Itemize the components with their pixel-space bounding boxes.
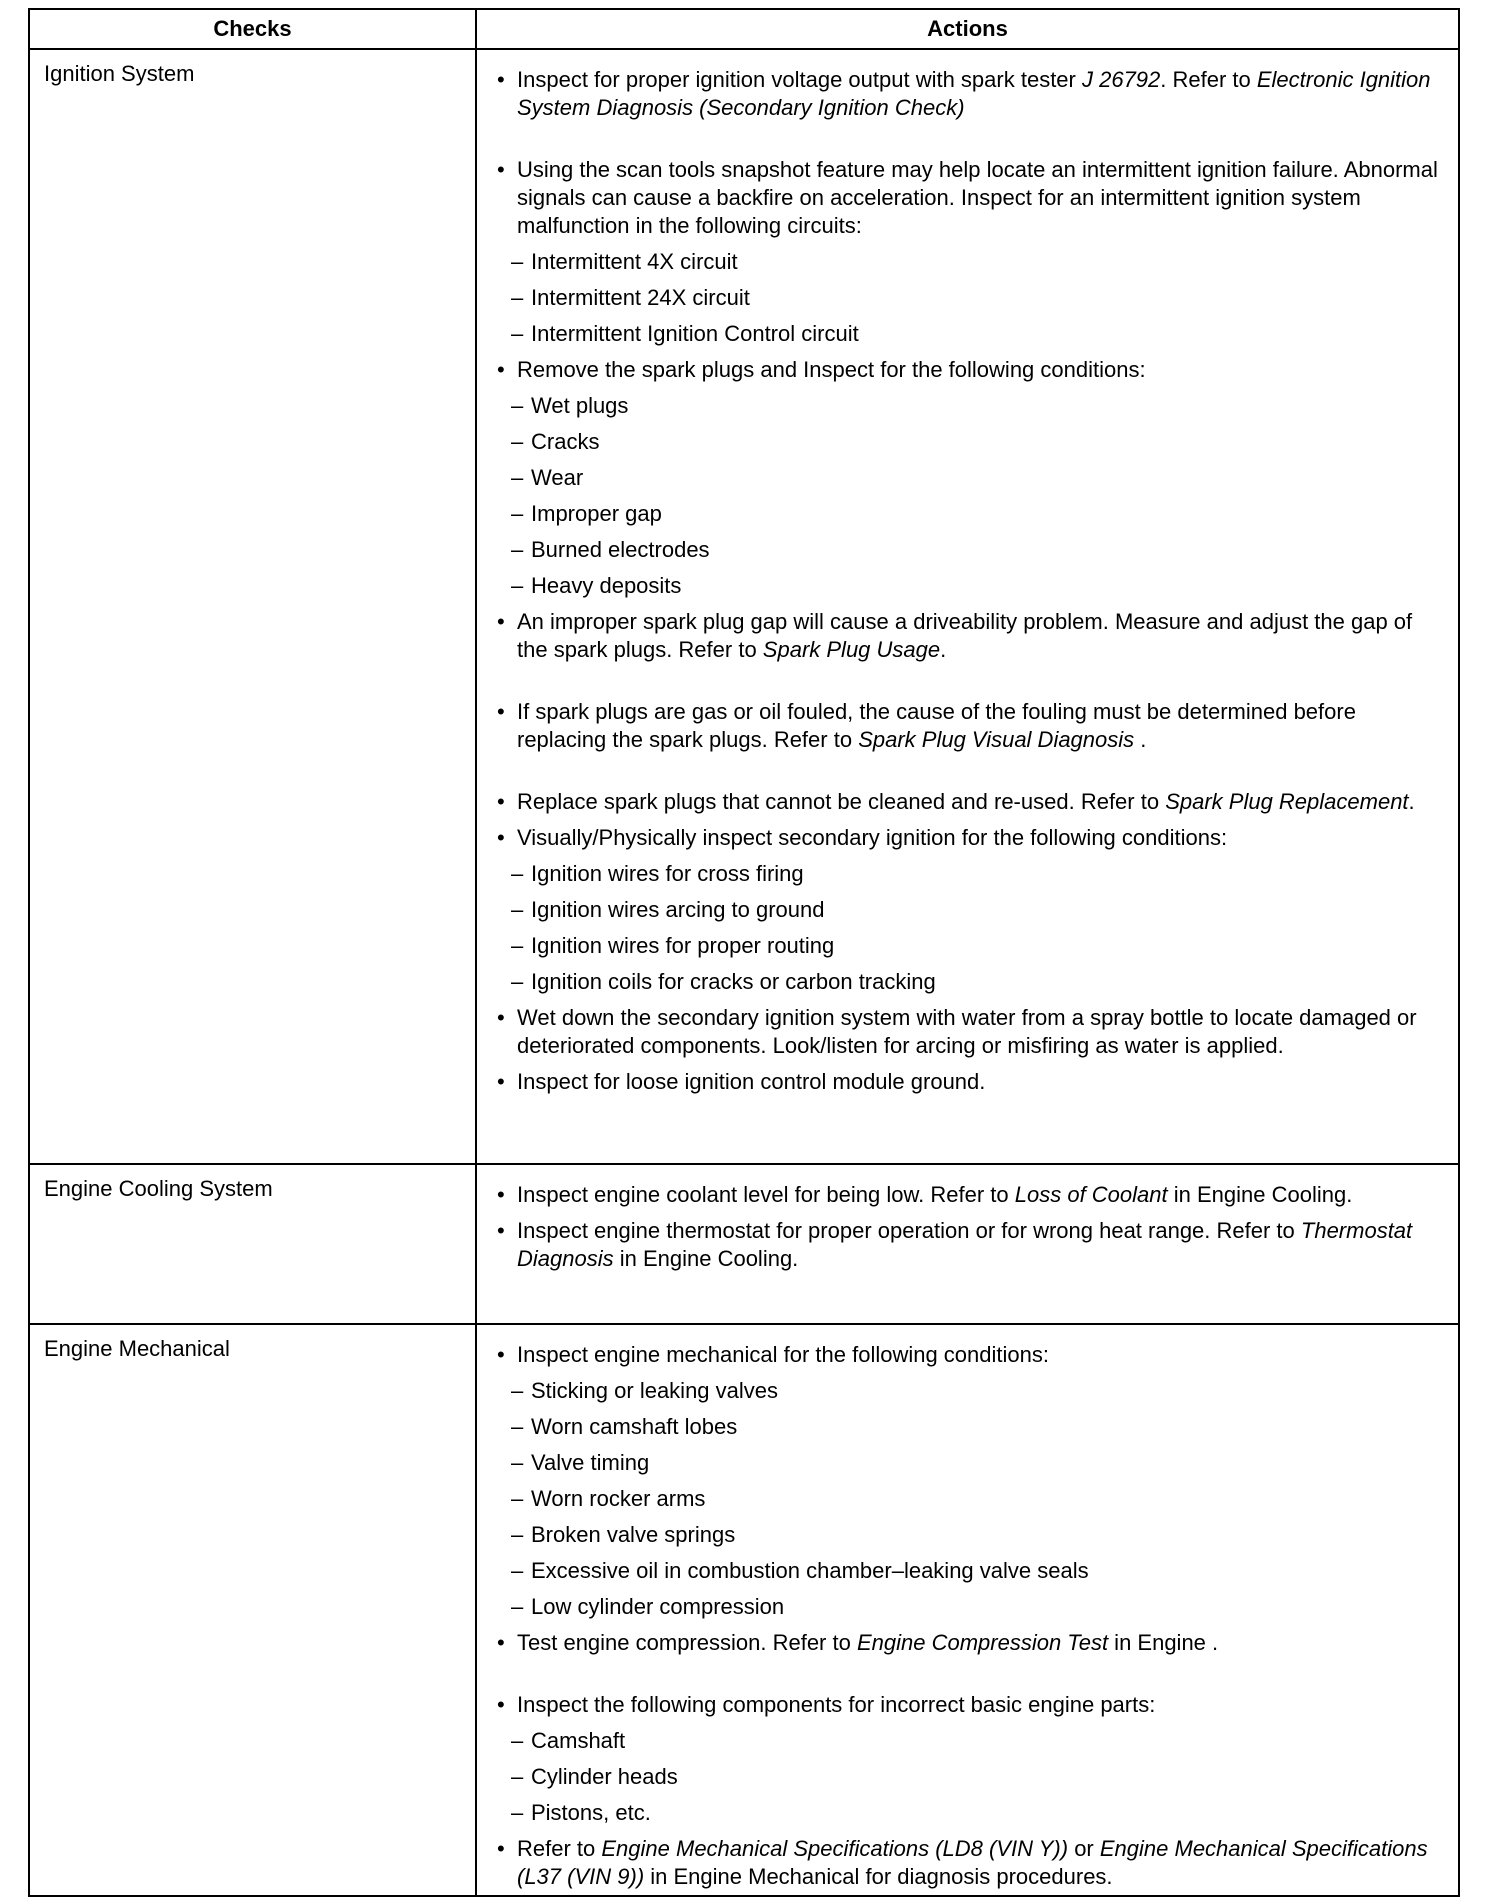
sub-item — [497, 1449, 1446, 1477]
action-text: Inspect engine thermostat for proper operation or for wrong heat range. Refer to — [517, 1218, 1301, 1243]
reference-text: Engine Compression Test — [856, 1630, 1109, 1655]
sub-item-text: Wear — [531, 465, 584, 490]
bullet-icon: • — [497, 699, 505, 724]
sub-item — [497, 572, 1446, 600]
sub-item-text: Ignition coils for cracks or carbon tracking — [531, 969, 936, 994]
dash-icon: – — [511, 1378, 524, 1403]
dash-icon: – — [511, 465, 524, 490]
bullet-icon: • — [497, 67, 505, 92]
sub-item-text: Ignition wires for proper routing — [531, 933, 835, 958]
dash-icon: – — [511, 321, 524, 346]
sub-item-text: Sticking or leaking valves — [531, 1378, 779, 1403]
action-item — [497, 1835, 1446, 1891]
bullet-icon: • — [497, 1342, 505, 1367]
sub-item — [497, 1799, 1446, 1827]
dash-icon: – — [511, 1764, 524, 1789]
sub-item — [497, 1763, 1446, 1791]
sub-item — [497, 1485, 1446, 1513]
bullet-icon: • — [497, 1836, 505, 1861]
actions-header: Actions — [476, 9, 1459, 49]
sub-item — [497, 932, 1446, 960]
action-text: Test engine compression. Refer to — [517, 1630, 857, 1655]
diagnosis-table — [28, 8, 1460, 1897]
sub-item-text: Cylinder heads — [531, 1764, 678, 1789]
action-text: . — [940, 637, 947, 662]
sub-item-text: Intermittent 24X circuit — [531, 285, 750, 310]
dash-icon: – — [511, 249, 524, 274]
action-text: . — [1134, 727, 1147, 752]
table-row — [29, 49, 1459, 1164]
reference-text: Spark Plug Usage — [762, 637, 941, 662]
bullet-icon: • — [497, 609, 505, 634]
reference-text: Electronic Ignition System Diagnosis (Secondary Ignition Check) — [517, 67, 1431, 120]
dash-icon: – — [511, 429, 524, 454]
action-text: Replace spark plugs that cannot be cleaned and re-used. Refer to — [517, 789, 1166, 814]
sub-item — [497, 1727, 1446, 1755]
dash-icon: – — [511, 285, 524, 310]
bullet-icon: • — [497, 1630, 505, 1655]
sub-item-text: Broken valve springs — [531, 1522, 736, 1547]
sub-item — [497, 1377, 1446, 1405]
action-text: If spark plugs are gas or oil fouled, the cause of the fouling must be determined before replacing the spark plugs. Refer to — [517, 699, 1356, 752]
action-text: Inspect the following components for incorrect basic engine parts: — [517, 1692, 1156, 1717]
sub-item — [497, 392, 1446, 420]
sub-item-text: Improper gap — [531, 501, 662, 526]
sub-item-text: Ignition wires arcing to ground — [531, 897, 825, 922]
sub-item — [497, 320, 1446, 348]
action-item — [497, 824, 1446, 852]
bullet-icon: • — [497, 1069, 505, 1094]
sub-item — [497, 536, 1446, 564]
checks-header: Checks — [29, 9, 476, 49]
sub-item — [497, 1557, 1446, 1585]
sub-item-text: Excessive oil in combustion chamber–leaking valve seals — [531, 1558, 1089, 1583]
dash-icon: – — [511, 897, 524, 922]
action-text: An improper spark plug gap will cause a driveability problem. Measure and adjust the gap of the spark plugs. Refer to — [517, 609, 1413, 662]
action-text: Inspect for loose ignition control module ground. — [517, 1069, 986, 1094]
actions-cell — [476, 49, 1459, 1164]
action-text: Inspect engine coolant level for being low. Refer to — [517, 1182, 1015, 1207]
reference-text: Spark Plug Visual Diagnosis — [858, 727, 1135, 752]
check-name: Ignition System — [29, 49, 476, 1164]
action-item — [497, 788, 1446, 816]
dash-icon: – — [511, 1728, 524, 1753]
action-item — [497, 1181, 1446, 1209]
dash-icon: – — [511, 573, 524, 598]
action-text: Visually/Physically inspect secondary ignition for the following conditions: — [517, 825, 1228, 850]
bullet-icon: • — [497, 1692, 505, 1717]
sub-item-text: Heavy deposits — [531, 573, 682, 598]
actions-cell — [476, 1324, 1459, 1896]
action-text: . — [1408, 789, 1415, 814]
action-text: Inspect for proper ignition voltage output with spark tester — [517, 67, 1082, 92]
header-row — [29, 9, 1459, 49]
sub-item-text: Pistons, etc. — [531, 1800, 651, 1825]
bullet-icon: • — [497, 1218, 505, 1243]
sub-item — [497, 500, 1446, 528]
action-item — [497, 1629, 1446, 1657]
sub-item-text: Cracks — [531, 429, 600, 454]
action-text: in Engine Mechanical for diagnosis procedures. — [644, 1864, 1113, 1889]
bullet-icon: • — [497, 357, 505, 382]
reference-text: J 26792 — [1081, 67, 1161, 92]
sub-item-text: Low cylinder compression — [531, 1594, 785, 1619]
dash-icon: – — [511, 1414, 524, 1439]
action-item — [497, 1341, 1446, 1369]
action-text: Using the scan tools snapshot feature may help locate an intermittent ignition failure. Abnormal signals can cause a backfire on acceleration. Inspect for an intermittent ignition system malfunction in the following circuits: — [517, 157, 1438, 238]
actions-cell — [476, 1164, 1459, 1324]
action-text: or — [1068, 1836, 1100, 1861]
sub-item-text: Camshaft — [531, 1728, 626, 1753]
dash-icon: – — [511, 1800, 524, 1825]
action-text: Wet down the secondary ignition system with water from a spray bottle to locate damaged or deteriorated components. Look/listen for arcing or misfiring as water is applied. — [517, 1005, 1417, 1058]
dash-icon: – — [511, 1486, 524, 1511]
sub-item — [497, 968, 1446, 996]
dash-icon: – — [511, 393, 524, 418]
sub-item — [497, 1521, 1446, 1549]
action-item — [497, 356, 1446, 384]
bullet-icon: • — [497, 825, 505, 850]
dash-icon: – — [511, 1450, 524, 1475]
reference-text: Loss of Coolant — [1014, 1182, 1168, 1207]
action-item — [497, 1691, 1446, 1719]
action-item — [497, 66, 1446, 122]
reference-text: Spark Plug Replacement — [1165, 789, 1409, 814]
action-item — [497, 1068, 1446, 1096]
sub-item — [497, 1593, 1446, 1621]
action-text: in Engine Cooling. — [1167, 1182, 1353, 1207]
action-item — [497, 1004, 1446, 1060]
reference-text: Thermostat Diagnosis — [517, 1218, 1413, 1271]
sub-item-text: Burned electrodes — [531, 537, 710, 562]
sub-item — [497, 1413, 1446, 1441]
sub-item-text: Worn rocker arms — [531, 1486, 706, 1511]
dash-icon: – — [511, 537, 524, 562]
action-item — [497, 698, 1446, 754]
dash-icon: – — [511, 969, 524, 994]
dash-icon: – — [511, 933, 524, 958]
action-text: in Engine Cooling. — [613, 1246, 799, 1271]
action-item — [497, 1217, 1446, 1273]
sub-item-text: Ignition wires for cross firing — [531, 861, 804, 886]
sub-item — [497, 464, 1446, 492]
action-text: Inspect engine mechanical for the following conditions: — [517, 1342, 1049, 1367]
bullet-icon: • — [497, 157, 505, 182]
reference-text: Engine Mechanical Specifications (LD8 (VIN Y)) — [601, 1836, 1069, 1861]
sub-item — [497, 860, 1446, 888]
action-text: Remove the spark plugs and Inspect for the following conditions: — [517, 357, 1146, 382]
sub-item-text: Valve timing — [531, 1450, 650, 1475]
bullet-icon: • — [497, 789, 505, 814]
dash-icon: – — [511, 501, 524, 526]
sub-item-text: Intermittent 4X circuit — [531, 249, 738, 274]
bullet-icon: • — [497, 1182, 505, 1207]
check-name: Engine Cooling System — [29, 1164, 476, 1324]
sub-item-text: Wet plugs — [531, 393, 629, 418]
reference-text: Engine Mechanical Specifications (L37 (VIN 9)) — [517, 1836, 1428, 1889]
dash-icon: – — [511, 1594, 524, 1619]
bullet-icon: • — [497, 1005, 505, 1030]
action-text: . Refer to — [1160, 67, 1257, 92]
sub-item-text: Worn camshaft lobes — [531, 1414, 738, 1439]
sub-item — [497, 248, 1446, 276]
action-text: in Engine . — [1108, 1630, 1219, 1655]
sub-item — [497, 284, 1446, 312]
action-item — [497, 608, 1446, 664]
dash-icon: – — [511, 1522, 524, 1547]
sub-item-text: Intermittent Ignition Control circuit — [531, 321, 859, 346]
dash-icon: – — [511, 861, 524, 886]
sub-item — [497, 428, 1446, 456]
action-text: Refer to — [517, 1836, 602, 1861]
table-row — [29, 1164, 1459, 1324]
action-item — [497, 156, 1446, 240]
check-name: Engine Mechanical — [29, 1324, 476, 1896]
sub-item — [497, 896, 1446, 924]
dash-icon: – — [511, 1558, 524, 1583]
table-row — [29, 1324, 1459, 1896]
